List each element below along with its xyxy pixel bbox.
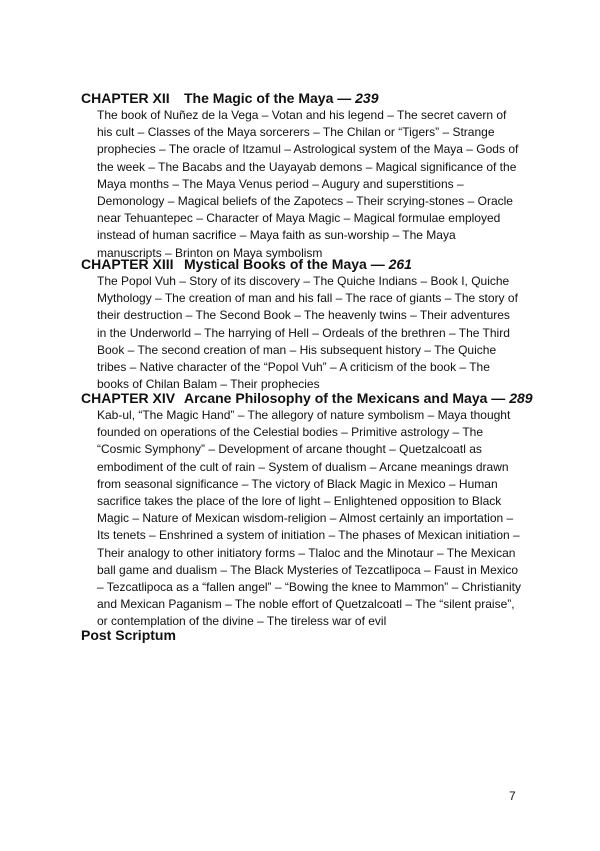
- chapter-heading: [81, 256, 521, 273]
- chapter-description: Kab-ul, “The Magic Hand” – The allegory of nature symbolism – Maya thought founded on operations of the Celestial bodies – Primitive astrology – The “Cosmic Symphony” – Development of arcane thought – Quetzalcoatl as embodiment of the cult of rain – System of dualism – Arcane meanings drawn from seasonal significance – The victory of Black Magic in Mexico – Human sacrifice takes the place of the lore of light – Enlightened opposition to Black Magic – Nature of Mexican wisdom-religion – Almost certainly an importation – Its tenets – Enshrined a system of initiation – The phases of Mexican initiation – Their analogy to other initiatory forms – Tlaloc and the Minotaur – The Mexican ball game and dualism – The Black Mysteries of Tezcatlipoca – Faust in Mexico – Tezcatlipoca as a “fallen angel” – “Bowing the knee to Mammon” – Christianity and Mexican Paganism – The noble effort of Quetzalcoatl – The “silent praise”, or contemplation of the divine – The tireless war of evil: [97, 408, 521, 629]
- chapter-description: The book of Nuñez de la Vega – Votan and his legend – The secret cavern of his cult – Classes of the Maya sorcerers – The Chilan or “Tigers” – Strange prophecies – The oracle of Itzamul – Astrological system of the Maya – Gods of the week – The Bacabs and the Uayayab demons – Magical significance of the Maya months – The Maya Venus period – Augury and superstitions – Demonology – Magical beliefs of the Zapotecs – Their scrying-stones – Oracle near Tehuantepec – Character of Maya Magic – Magical formulae employed instead of human sacrifice – Maya faith as sun-worship – The Maya manuscripts – Brinton on Maya symbolism: [97, 108, 519, 260]
- chapter-title: The Magic of the Maya: [184, 90, 334, 106]
- post-scriptum-heading: Post Scriptum: [81, 627, 176, 643]
- chapter-number: CHAPTER XII: [81, 90, 170, 106]
- page-number: 7: [509, 789, 516, 803]
- chapter-dash: —: [366, 256, 389, 272]
- chapter-entry: [81, 390, 533, 631]
- chapter-dash: —: [487, 390, 510, 406]
- chapter-heading: [81, 390, 533, 407]
- chapter-entry: [81, 90, 521, 262]
- chapter-page: 261: [388, 256, 412, 272]
- chapter-page: 289: [509, 390, 533, 406]
- chapter-dash: —: [333, 90, 356, 106]
- chapter-description: The Popol Vuh – Story of its discovery – The Quiche Indians – Book I, Quiche Mythology – The creation of man and his fall – The race of giants – The story of their destruction – The Second Book – The heavenly twins – Their adventures in the Underworld – The harrying of Hell – Ordeals of the brethren – The Third Book – The second creation of man – His subsequent history – The Quiche tribes – Native character of the “Popol Vuh” – A criticism of the book – The books of Chilan Balam – Their prophecies: [97, 274, 518, 392]
- chapter-number: CHAPTER XIV: [81, 390, 176, 406]
- chapter-page: 239: [355, 90, 379, 106]
- chapter-title: Arcane Philosophy of the Mexicans and Maya: [184, 390, 488, 406]
- chapter-number: CHAPTER XIII: [81, 256, 174, 272]
- chapter-title: Mystical Books of the Maya: [184, 256, 367, 272]
- chapter-entry: [81, 256, 521, 393]
- chapter-heading: [81, 90, 521, 107]
